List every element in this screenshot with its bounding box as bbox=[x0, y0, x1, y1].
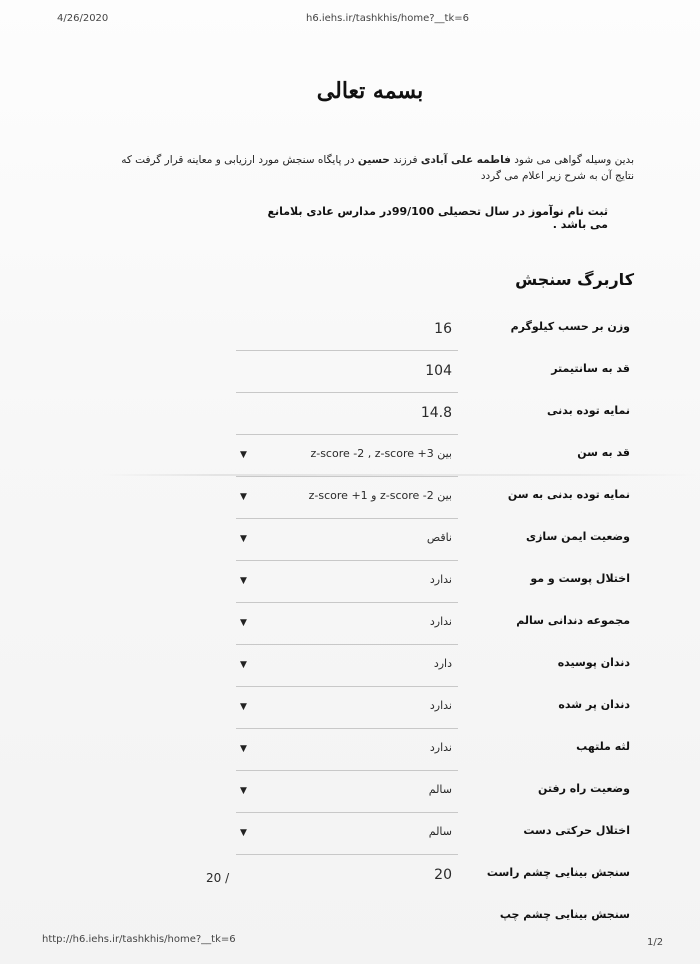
dropdown-arrow-icon: ▼ bbox=[240, 828, 247, 838]
healthy-teeth-value: ندارد bbox=[429, 615, 452, 628]
weight-field[interactable] bbox=[236, 310, 458, 351]
filled-teeth-select[interactable] bbox=[236, 688, 458, 729]
dropdown-arrow-icon: ▼ bbox=[240, 576, 247, 586]
dropdown-arrow-icon: ▼ bbox=[240, 492, 247, 502]
left-eye-label: سنجش بینایی چشم چپ bbox=[499, 908, 630, 921]
header-url: h6.iehs.ir/tashkhis/home?__tk=6 bbox=[306, 13, 469, 24]
height-for-age-label: قد به سن bbox=[577, 446, 630, 459]
height-label: قد به سانتیمتر bbox=[551, 362, 630, 375]
gait-select[interactable] bbox=[236, 772, 458, 813]
page-number: 1/2 bbox=[647, 937, 664, 948]
bmi-for-age-label: نمایه توده بدنی به سن bbox=[507, 488, 630, 501]
enrollment-text-2: در مدارس عادی بلامانع می باشد . bbox=[267, 205, 608, 231]
hand-motor-value: سالم bbox=[428, 825, 452, 838]
right-eye-label: سنجش بینایی چشم راست bbox=[486, 866, 630, 879]
right-eye-field[interactable] bbox=[236, 856, 458, 896]
bmi-value: 14.8 bbox=[420, 405, 452, 421]
intro-text-1: بدین وسیله گواهی می شود bbox=[510, 154, 634, 166]
healthy-teeth-select[interactable] bbox=[236, 604, 458, 645]
height-for-age-value: بین z-score -2 , z-score +3 bbox=[310, 447, 452, 460]
certificate-text bbox=[108, 152, 634, 184]
hand-motor-label: اختلال حرکتی دست bbox=[523, 824, 630, 837]
dropdown-arrow-icon: ▼ bbox=[240, 450, 247, 460]
row-skin-hair bbox=[0, 562, 700, 604]
row-decayed-teeth bbox=[0, 646, 700, 688]
row-bmi bbox=[0, 394, 700, 436]
print-date: 4/26/2020 bbox=[57, 13, 109, 24]
enrollment-statement bbox=[252, 205, 608, 231]
bmi-for-age-value: بین z-score -2 و z-score +1 bbox=[308, 489, 452, 502]
inflamed-gums-value: ندارد bbox=[429, 741, 452, 754]
filled-teeth-value: ندارد bbox=[429, 699, 452, 712]
dropdown-arrow-icon: ▼ bbox=[240, 618, 247, 628]
dropdown-arrow-icon: ▼ bbox=[240, 786, 247, 796]
row-immunization bbox=[0, 520, 700, 562]
student-name: فاطمه علی آبادی bbox=[420, 154, 511, 166]
dropdown-arrow-icon: ▼ bbox=[240, 534, 247, 544]
weight-label: وزن بر حسب کیلوگرم bbox=[510, 320, 630, 333]
row-gait bbox=[0, 772, 700, 814]
academic-year: 99/100 bbox=[391, 205, 435, 218]
page-title: بسمه تعالی bbox=[316, 78, 424, 104]
skin-hair-label: اختلال پوست و مو bbox=[530, 572, 630, 585]
hand-motor-select[interactable] bbox=[236, 814, 458, 855]
immunization-value: ناقص bbox=[426, 531, 452, 544]
row-healthy-teeth bbox=[0, 604, 700, 646]
row-weight bbox=[0, 310, 700, 352]
right-eye-denominator: 20 / bbox=[206, 871, 230, 885]
skin-hair-select[interactable] bbox=[236, 562, 458, 603]
inflamed-gums-select[interactable] bbox=[236, 730, 458, 771]
row-right-eye bbox=[0, 856, 700, 898]
right-eye-value: 20 bbox=[434, 867, 452, 883]
decayed-teeth-select[interactable] bbox=[236, 646, 458, 687]
row-filled-teeth bbox=[0, 688, 700, 730]
gait-value: سالم bbox=[428, 783, 452, 796]
weight-value: 16 bbox=[434, 321, 452, 337]
decayed-teeth-label: دندان پوسیده bbox=[557, 656, 630, 669]
skin-hair-value: ندارد bbox=[429, 573, 452, 586]
dropdown-arrow-icon: ▼ bbox=[240, 702, 247, 712]
bmi-for-age-select[interactable] bbox=[236, 478, 458, 519]
filled-teeth-label: دندان پر شده bbox=[558, 698, 630, 711]
father-name: حسین bbox=[357, 154, 390, 166]
assessment-form-title: کاربرگ سنجش bbox=[515, 270, 634, 289]
intro-text-2: فرزند bbox=[389, 154, 421, 166]
height-value: 104 bbox=[425, 363, 452, 379]
decayed-teeth-value: دارد bbox=[433, 657, 452, 670]
bmi-label: نمایه توده بدنی bbox=[546, 404, 630, 417]
row-bmi-for-age bbox=[0, 478, 700, 520]
height-field[interactable] bbox=[236, 352, 458, 393]
immunization-select[interactable] bbox=[236, 520, 458, 561]
enrollment-text-1: ثبت نام نوآموز در سال تحصیلی bbox=[434, 205, 608, 218]
intro-text-3: در پایگاه سنجش مورد ارزیابی و معاینه قرار گرفت که نتایج آن به شرح زیر اعلام می گردد bbox=[121, 154, 634, 182]
healthy-teeth-label: مجموعه دندانی سالم bbox=[516, 614, 630, 627]
dropdown-arrow-icon: ▼ bbox=[240, 744, 247, 754]
bmi-field[interactable] bbox=[236, 394, 458, 435]
inflamed-gums-label: لثه ملتهب bbox=[576, 740, 630, 753]
row-height bbox=[0, 352, 700, 394]
height-for-age-select[interactable] bbox=[236, 436, 458, 477]
dropdown-arrow-icon: ▼ bbox=[240, 660, 247, 670]
row-hand-motor bbox=[0, 814, 700, 856]
row-height-for-age bbox=[0, 436, 700, 478]
immunization-label: وضعیت ایمن سازی bbox=[525, 530, 630, 543]
row-inflamed-gums bbox=[0, 730, 700, 772]
gait-label: وضعیت راه رفتن bbox=[538, 782, 630, 795]
footer-url: http://h6.iehs.ir/tashkhis/home?__tk=6 bbox=[42, 934, 236, 945]
